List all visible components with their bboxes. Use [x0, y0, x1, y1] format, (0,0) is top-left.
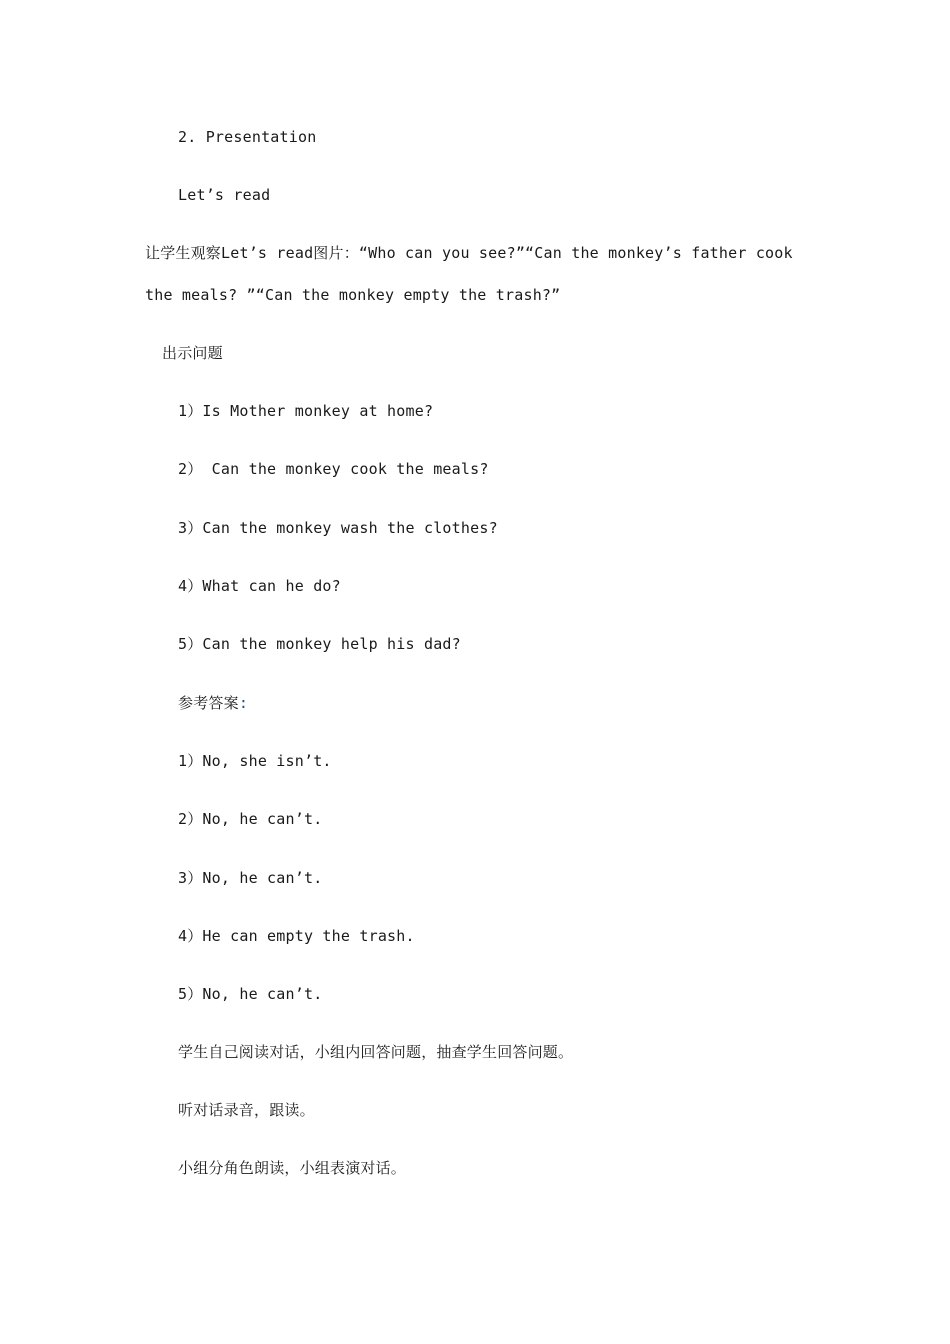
- section-heading: 2. Presentation: [178, 128, 317, 146]
- activity-item: 学生自己阅读对话，小组内回答问题，抽查学生回答问题。: [178, 1043, 574, 1061]
- intro-line-2: the meals? ”“Can the monkey empty the trash?”: [145, 286, 561, 304]
- answer-item: 3）No, he can’t.: [178, 869, 323, 887]
- question-item: 2） Can the monkey cook the meals?: [178, 460, 489, 478]
- answer-item: 2）No, he can’t.: [178, 810, 323, 828]
- activity-item: 听对话录音，跟读。: [178, 1101, 315, 1119]
- answers-title: [178, 693, 248, 713]
- question-item: 3）Can the monkey wash the clothes?: [178, 519, 498, 537]
- answer-item: 5）No, he can’t.: [178, 985, 323, 1003]
- activity-item: 小组分角色朗读，小组表演对话。: [178, 1159, 407, 1177]
- questions-title: 出示问题: [162, 344, 223, 362]
- intro-line-1: 让学生观察Let’s read图片：“Who can you see?”“Can the monkey’s father cook: [145, 244, 793, 262]
- subheading: Let’s read: [178, 186, 271, 204]
- answers-title-text: 参考答案: [178, 694, 239, 712]
- question-item: 5）Can the monkey help his dad?: [178, 635, 461, 653]
- answer-item: 1）No, she isn’t.: [178, 752, 332, 770]
- question-item: 1）Is Mother monkey at home?: [178, 402, 434, 420]
- question-item: 4）What can he do?: [178, 577, 341, 595]
- answer-item: 4）He can empty the trash.: [178, 927, 415, 945]
- answers-title-colon: :: [238, 694, 249, 712]
